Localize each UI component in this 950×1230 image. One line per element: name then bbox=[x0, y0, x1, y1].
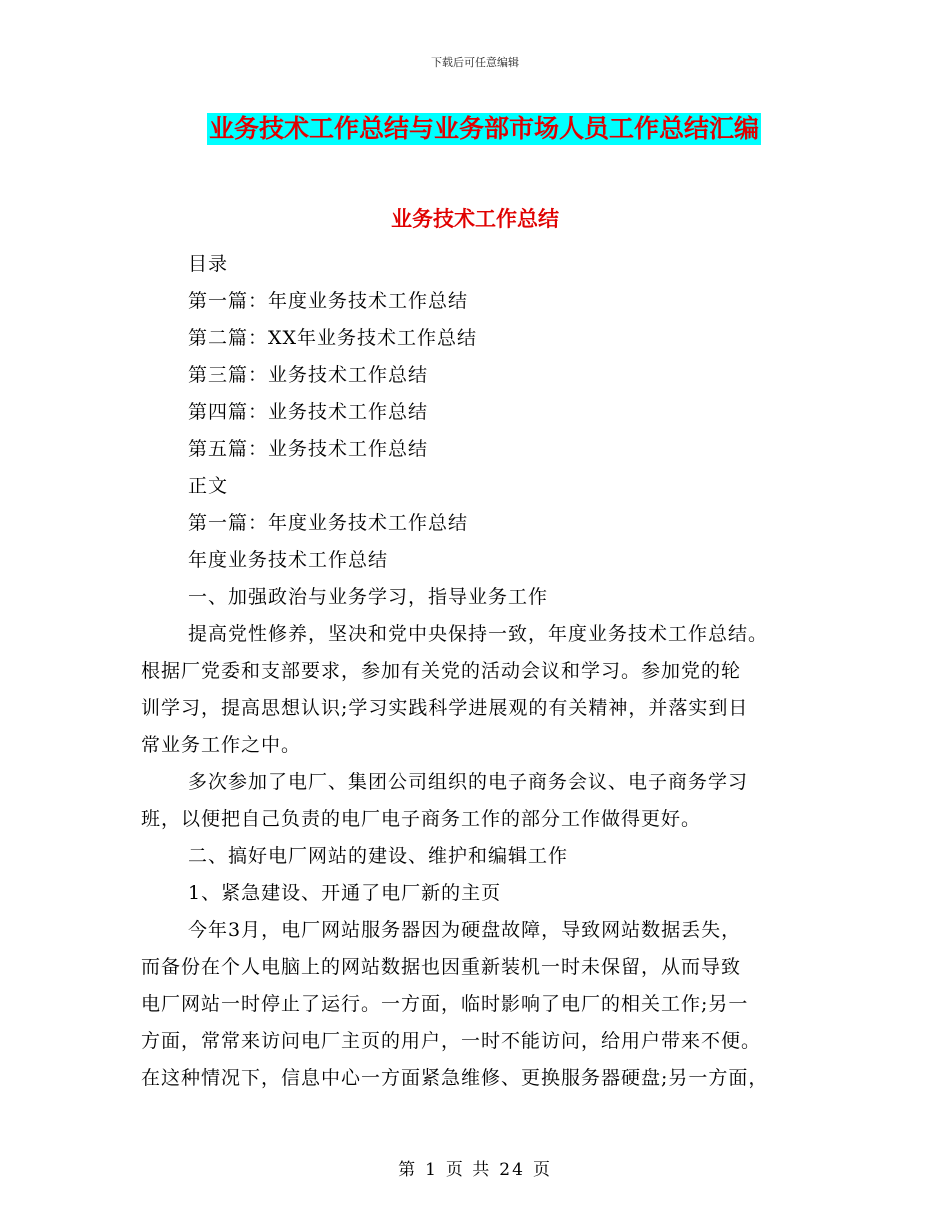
body-heading: 正文 bbox=[188, 475, 229, 497]
paragraph-line: 电厂网站一时停止了运行。一方面，临时影响了电厂的相关工作;另一 bbox=[141, 993, 749, 1015]
chapter-heading: 第一篇：年度业务技术工作总结 bbox=[188, 512, 469, 534]
paragraph-line: 今年3月，电厂网站服务器因为硬盘故障，导致网站数据丢失， bbox=[188, 919, 742, 941]
page-number: 1 bbox=[425, 1160, 438, 1180]
toc-item: 第三篇：业务技术工作总结 bbox=[188, 364, 429, 386]
paragraph-line: 班，以便把自己负责的电厂电子商务工作的部分工作做得更好。 bbox=[141, 808, 702, 830]
total-pages: 24 bbox=[499, 1160, 525, 1180]
paragraph-line: 根据厂党委和支部要求，参加有关党的活动会议和学习。参加党的轮 bbox=[141, 660, 742, 682]
section-heading: 一、加强政治与业务学习，指导业务工作 bbox=[188, 586, 549, 608]
document-main-title: 业务技术工作总结与业务部市场人员工作总结汇编 bbox=[209, 114, 760, 143]
paragraph-line: 提高党性修养，坚决和党中央保持一致，年度业务技术工作总结。 bbox=[188, 623, 769, 645]
paragraph-line: 而备份在个人电脑上的网站数据也因重新装机一时未保留，从而导致 bbox=[141, 956, 742, 978]
page-label-suffix: 页 bbox=[532, 1160, 552, 1180]
toc-item: 第四篇：业务技术工作总结 bbox=[188, 401, 429, 423]
paragraph-line: 在这种情况下，信息中心一方面紧急维修、更换服务器硬盘;另一方面， bbox=[141, 1067, 769, 1089]
toc-item: 第五篇：业务技术工作总结 bbox=[188, 438, 429, 460]
page-label-mid: 页 共 bbox=[445, 1160, 492, 1180]
page-footer bbox=[0, 1155, 950, 1180]
toc-item: 第一篇：年度业务技术工作总结 bbox=[188, 290, 469, 312]
subsection-heading: 1、紧急建设、开通了电厂新的主页 bbox=[188, 882, 502, 904]
header-note: 下载后可任意编辑 bbox=[431, 56, 519, 69]
chapter-subheading: 年度业务技术工作总结 bbox=[188, 549, 389, 571]
paragraph-line: 多次参加了电厂、集团公司组织的电子商务会议、电子商务学习 bbox=[188, 771, 749, 793]
section-title: 业务技术工作总结 bbox=[391, 207, 559, 231]
paragraph-line: 训学习，提高思想认识;学习实践科学进展观的有关精神，并落实到日 bbox=[141, 697, 749, 719]
page-label-prefix: 第 bbox=[398, 1160, 418, 1180]
toc-heading: 目录 bbox=[188, 253, 229, 275]
toc-item: 第二篇：XX年业务技术工作总结 bbox=[188, 327, 478, 349]
paragraph-line: 方面，常常来访问电厂主页的用户，一时不能访问，给用户带来不便。 bbox=[141, 1030, 762, 1052]
paragraph-line: 常业务工作之中。 bbox=[141, 734, 302, 756]
section-heading: 二、搞好电厂网站的建设、维护和编辑工作 bbox=[188, 845, 569, 867]
